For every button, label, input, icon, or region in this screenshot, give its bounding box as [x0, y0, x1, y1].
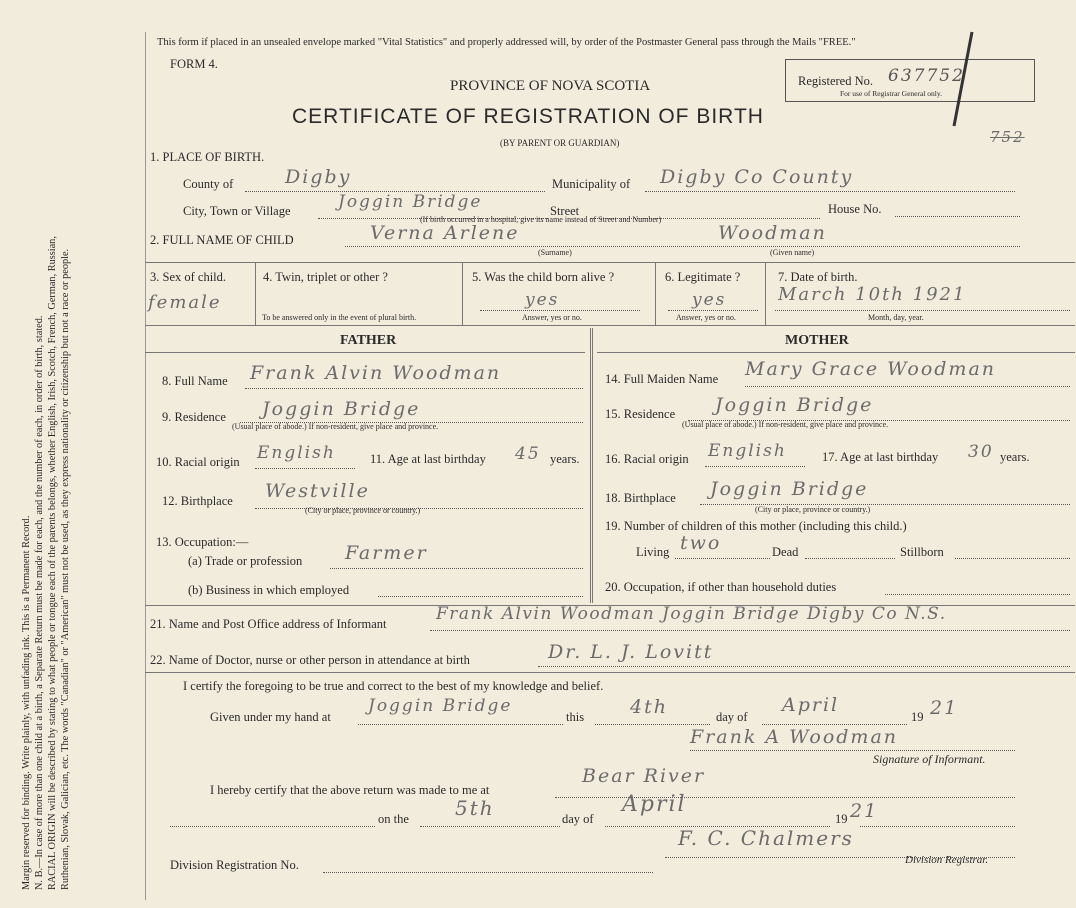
margin-note: Margin reserved for binding. Write plainly, with unfading ink. This is a Permanent Record.	[21, 515, 32, 890]
margin-note: Ruthenian, Slovak, Galician, etc. The words "Canadian" or "American" must not be used, as they express nationality or citizenship but not a race or people.	[60, 248, 71, 890]
subtitle: (BY PARENT OR GUARDIAN)	[500, 138, 620, 148]
place-heading: 1. PLACE OF BIRTH.	[150, 150, 265, 164]
father-age-value: 45	[515, 444, 541, 464]
mother-racial-label: 16. Racial origin	[605, 452, 689, 466]
margin-notes	[20, 10, 72, 890]
father-residence-note: (Usual place of abode.) If non-resident, give place and province.	[232, 422, 439, 431]
registered-number: 637752	[888, 66, 965, 86]
registrar-year-prefix: 19	[835, 812, 848, 826]
twin-note: To be answered only in the event of plural birth.	[262, 313, 417, 322]
surname-caption: (Surname)	[538, 248, 572, 257]
legitimate-value: yes	[692, 290, 727, 310]
occupation-label: 13. Occupation:—	[156, 535, 249, 549]
registrar-text: I hereby certify that the above return was made to me at	[210, 783, 490, 797]
mother-years: years.	[1000, 450, 1030, 464]
father-name-label: 8. Full Name	[162, 374, 228, 388]
living-value: two	[680, 532, 722, 554]
mother-heading: MOTHER	[785, 333, 849, 348]
registrar-dayof-label: day of	[562, 812, 594, 826]
municipality-label: Municipality of	[552, 177, 631, 191]
business-label: (b) Business in which employed	[188, 583, 350, 597]
father-residence-label: 9. Residence	[162, 410, 226, 424]
informant-label: 21. Name and Post Office address of Informant	[150, 617, 387, 631]
father-heading: FATHER	[340, 333, 397, 348]
hospital-note: (If birth occurred in a hospital, give its name instead of Street and Number)	[420, 215, 662, 224]
father-years: years.	[550, 452, 580, 466]
mother-birthplace-note: (City or place, province or country.)	[755, 505, 871, 514]
doctor-label: 22. Name of Doctor, nurse or other person in attendance at birth	[150, 653, 470, 667]
living-label: Living	[636, 545, 670, 559]
alive-label: 5. Was the child born alive ?	[472, 270, 615, 284]
legitimate-note: Answer, yes or no.	[676, 313, 736, 322]
father-racial-value: English	[257, 443, 336, 463]
informant-month: April	[782, 694, 840, 716]
alive-value: yes	[525, 290, 560, 310]
dead-label: Dead	[772, 545, 799, 559]
registrar-signature-caption: Division Registrar.	[905, 854, 989, 866]
mother-racial-value: English	[708, 441, 787, 461]
corner-mark: 752	[990, 128, 1025, 146]
county-value: Digby	[285, 166, 352, 188]
registrar-signature: F. C. Chalmers	[678, 826, 854, 850]
province: PROVINCE OF NOVA SCOTIA	[450, 78, 651, 94]
informant-dayof-label: day of	[716, 710, 748, 724]
father-residence-value: Joggin Bridge	[262, 398, 421, 420]
county-label: County of	[183, 177, 234, 191]
postal-notice: This form if placed in an unsealed envelope marked "Vital Statistics" and properly addressed will, by order of the Postmaster General pass through the Mails "FREE."	[157, 37, 856, 48]
registered-label: Registered No.	[798, 74, 873, 88]
mother-residence-note: (Usual place of abode.) If non-resident, give place and province.	[682, 420, 889, 429]
registrar-day: 5th	[455, 796, 495, 820]
registrar-year: 21	[850, 800, 879, 822]
informant-day: 4th	[630, 696, 668, 718]
father-birthplace-value: Westville	[265, 480, 370, 502]
given-at-label: Given under my hand at	[210, 710, 331, 724]
form-number: FORM 4.	[170, 57, 218, 71]
city-label: City, Town or Village	[183, 204, 291, 218]
alive-note: Answer, yes or no.	[522, 313, 582, 322]
date-label: 7. Date of birth.	[778, 270, 858, 284]
informant-signature-caption: Signature of Informant.	[873, 752, 986, 766]
registrar-general-note: For use of Registrar General only.	[840, 89, 942, 98]
father-birthplace-label: 12. Birthplace	[162, 494, 233, 508]
on-the-label: on the	[378, 812, 409, 826]
child-name-label: 2. FULL NAME OF CHILD	[150, 233, 294, 247]
certify-text: I certify the foregoing to be true and correct to the best of my knowledge and belief.	[183, 679, 604, 693]
registrar-place: Bear River	[582, 765, 706, 787]
child-surname: Woodman	[718, 222, 827, 244]
house-label: House No.	[828, 202, 882, 216]
trade-value: Farmer	[345, 542, 428, 564]
child-given-name: Verna Arlene	[370, 222, 520, 244]
father-racial-label: 10. Racial origin	[156, 455, 240, 469]
mother-occupation-label: 20. Occupation, if other than household duties	[605, 580, 837, 594]
mother-age-value: 30	[968, 442, 994, 462]
date-value: March 10th 1921	[778, 284, 967, 305]
informant-value: Frank Alvin Woodman Joggin Bridge Digby Co N.S.	[436, 604, 947, 624]
this-label: this	[566, 710, 585, 724]
informant-signature: Frank A Woodman	[690, 726, 899, 748]
mother-residence-label: 15. Residence	[605, 407, 676, 421]
mother-birthplace-label: 18. Birthplace	[605, 491, 676, 505]
informant-year-prefix: 19	[911, 710, 924, 724]
mother-name-label: 14. Full Maiden Name	[605, 372, 719, 386]
mother-age-label: 17. Age at last birthday	[822, 450, 939, 464]
division-registration-label: Division Registration No.	[170, 858, 299, 872]
check-mark-icon	[950, 30, 980, 130]
father-name-value: Frank Alvin Woodman	[250, 362, 502, 384]
municipality-value: Digby Co County	[660, 166, 854, 188]
stillborn-label: Stillborn	[900, 545, 944, 559]
mother-name-value: Mary Grace Woodman	[745, 358, 997, 380]
doctor-value: Dr. L. J. Lovitt	[548, 641, 714, 663]
given-caption: (Given name)	[770, 248, 815, 257]
trade-label: (a) Trade or profession	[188, 554, 303, 568]
margin-rule	[145, 32, 146, 900]
city-value: Joggin Bridge	[338, 192, 483, 212]
sex-value: female	[148, 292, 222, 313]
given-at-value: Joggin Bridge	[368, 696, 513, 716]
page-title: CERTIFICATE OF REGISTRATION OF BIRTH	[292, 105, 764, 128]
street-label: Street	[550, 204, 580, 218]
father-age-label: 11. Age at last birthday	[370, 452, 486, 466]
children-label: 19. Number of children of this mother (including this child.)	[605, 519, 907, 533]
informant-year: 21	[930, 697, 959, 719]
margin-note: N. B.—In case of more than one child at a birth, a Separate Return must be made for each, and the number of each, in order of birth, stated.	[34, 315, 45, 890]
father-birthplace-note: (City or place, province or country.)	[305, 506, 421, 515]
registrar-month: April	[622, 792, 687, 817]
date-note: Month, day, year.	[868, 313, 924, 322]
twin-label: 4. Twin, triplet or other ?	[263, 270, 388, 284]
margin-note: RACIAL ORIGIN will be described by stating to what people or tongue each of the parents belongs, whether English, Irish, Scotch, French, German, Russian,	[47, 236, 58, 890]
mother-birthplace-value: Joggin Bridge	[710, 478, 869, 500]
legitimate-label: 6. Legitimate ?	[665, 270, 741, 284]
mother-residence-value: Joggin Bridge	[715, 394, 874, 416]
sex-label: 3. Sex of child.	[150, 270, 227, 284]
